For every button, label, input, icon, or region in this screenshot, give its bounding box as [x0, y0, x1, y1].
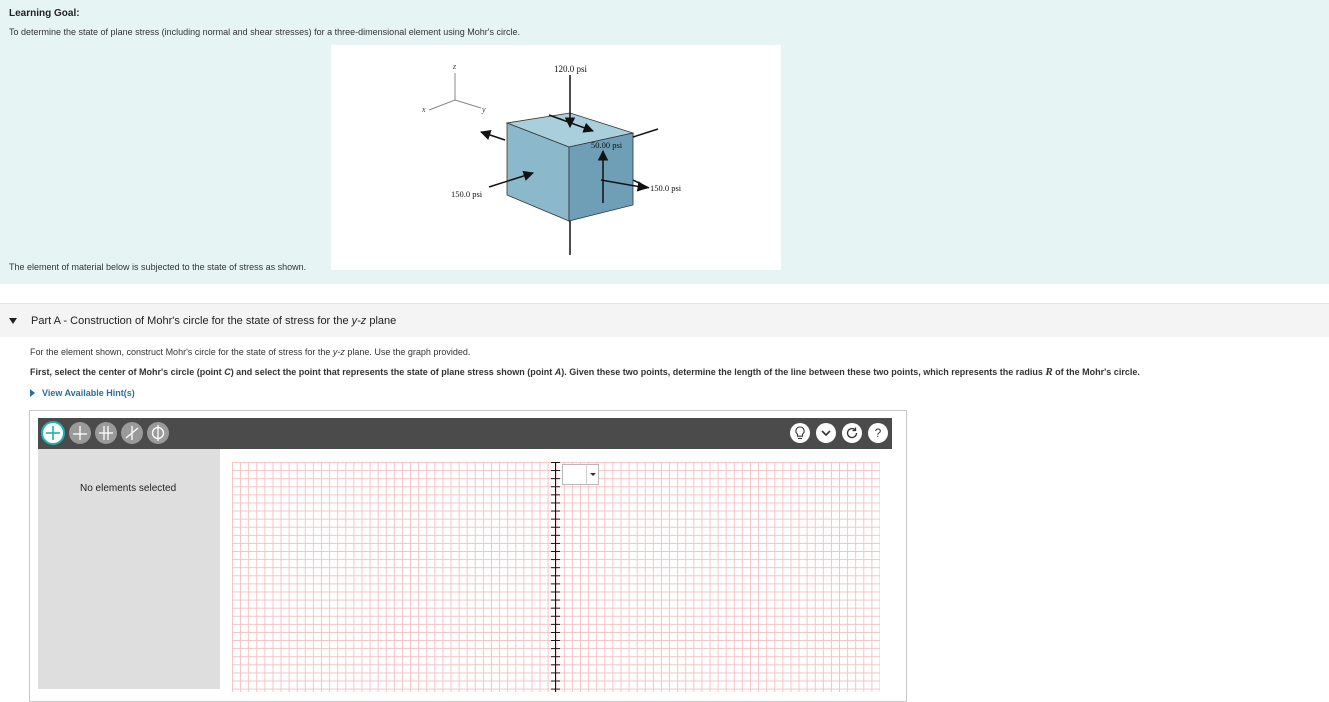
learning-goal-title: Learning Goal: — [9, 8, 80, 19]
line-tool-icon[interactable] — [121, 422, 143, 444]
dropdown-arrow-icon — [586, 465, 598, 484]
horizontal-axis-tool-icon[interactable] — [69, 422, 91, 444]
learning-goal-text: To determine the state of plane stress (including normal and shear stresses) for a three-dimensional element using Mohr's circle. — [9, 27, 520, 37]
point-a-label: A — [554, 367, 562, 377]
stress-cube — [507, 113, 633, 221]
selection-status: No elements selected — [80, 483, 177, 494]
instruction-1-plane: y-z — [332, 347, 345, 357]
graph-toolbar — [38, 418, 892, 449]
axis-label-x: x — [422, 105, 426, 114]
circle-tool-icon[interactable] — [147, 422, 169, 444]
axes-triad — [421, 62, 486, 114]
element-description: The element of material below is subjected to the state of stress as shown. — [9, 262, 307, 272]
stress-label-left: 150.0 psi — [451, 189, 483, 199]
right-top-line — [633, 129, 658, 137]
instruction-1 — [30, 347, 470, 357]
graph-axis-ticks — [551, 462, 560, 692]
stress-label-right: 150.0 psi — [650, 183, 682, 193]
instruction-2 — [30, 366, 1140, 378]
help-icon[interactable]: ? — [868, 423, 888, 443]
stress-label-top: 120.0 psi — [554, 64, 588, 74]
axis-label-z: z — [453, 62, 457, 71]
instruction-2-part-e: of the Mohr's circle. — [1052, 367, 1140, 377]
view-hints-link[interactable] — [30, 388, 135, 398]
axis-label-y: y — [482, 105, 486, 114]
instruction-2-part-d: ). Given these two points, determine the length of the line between these two points, which represents the radius — [561, 367, 1046, 377]
stress-element-figure — [331, 45, 781, 270]
chevron-down-icon[interactable] — [816, 423, 836, 443]
collapse-triangle-icon[interactable] — [9, 318, 17, 324]
radius-symbol: R — [1045, 366, 1053, 378]
instruction-1-suffix: plane. Use the graph provided. — [344, 347, 471, 357]
point-c-label: C — [224, 367, 231, 377]
reset-icon[interactable] — [842, 423, 862, 443]
instruction-1-prefix: For the element shown, construct Mohr's circle for the state of stress for the — [30, 347, 333, 357]
part-a-plane: y-z — [351, 315, 367, 327]
instruction-2-part-a: First, select the center of Mohr's circle (point — [30, 367, 225, 377]
part-a-label: Part A — [31, 315, 61, 327]
part-a-title — [31, 315, 396, 327]
add-point-icon[interactable] — [41, 421, 65, 445]
expand-triangle-icon — [30, 389, 35, 397]
vertical-axis-tool-icon[interactable] — [95, 422, 117, 444]
stress-label-shear: 50.00 psi — [591, 140, 623, 150]
hint-link-text: View Available Hint(s) — [42, 388, 135, 398]
stress-figure-svg — [331, 45, 781, 270]
left-top-arrow — [481, 132, 505, 140]
instruction-2-part-b: ) and select the point that represents the state of plane stress shown (point — [230, 367, 555, 377]
part-a-title-suffix: plane — [366, 315, 397, 327]
part-a-title-prefix: - Construction of Mohr's circle for the state of stress for the — [60, 315, 352, 327]
axis-label-dropdown[interactable] — [562, 464, 599, 485]
lightbulb-icon[interactable] — [790, 423, 810, 443]
